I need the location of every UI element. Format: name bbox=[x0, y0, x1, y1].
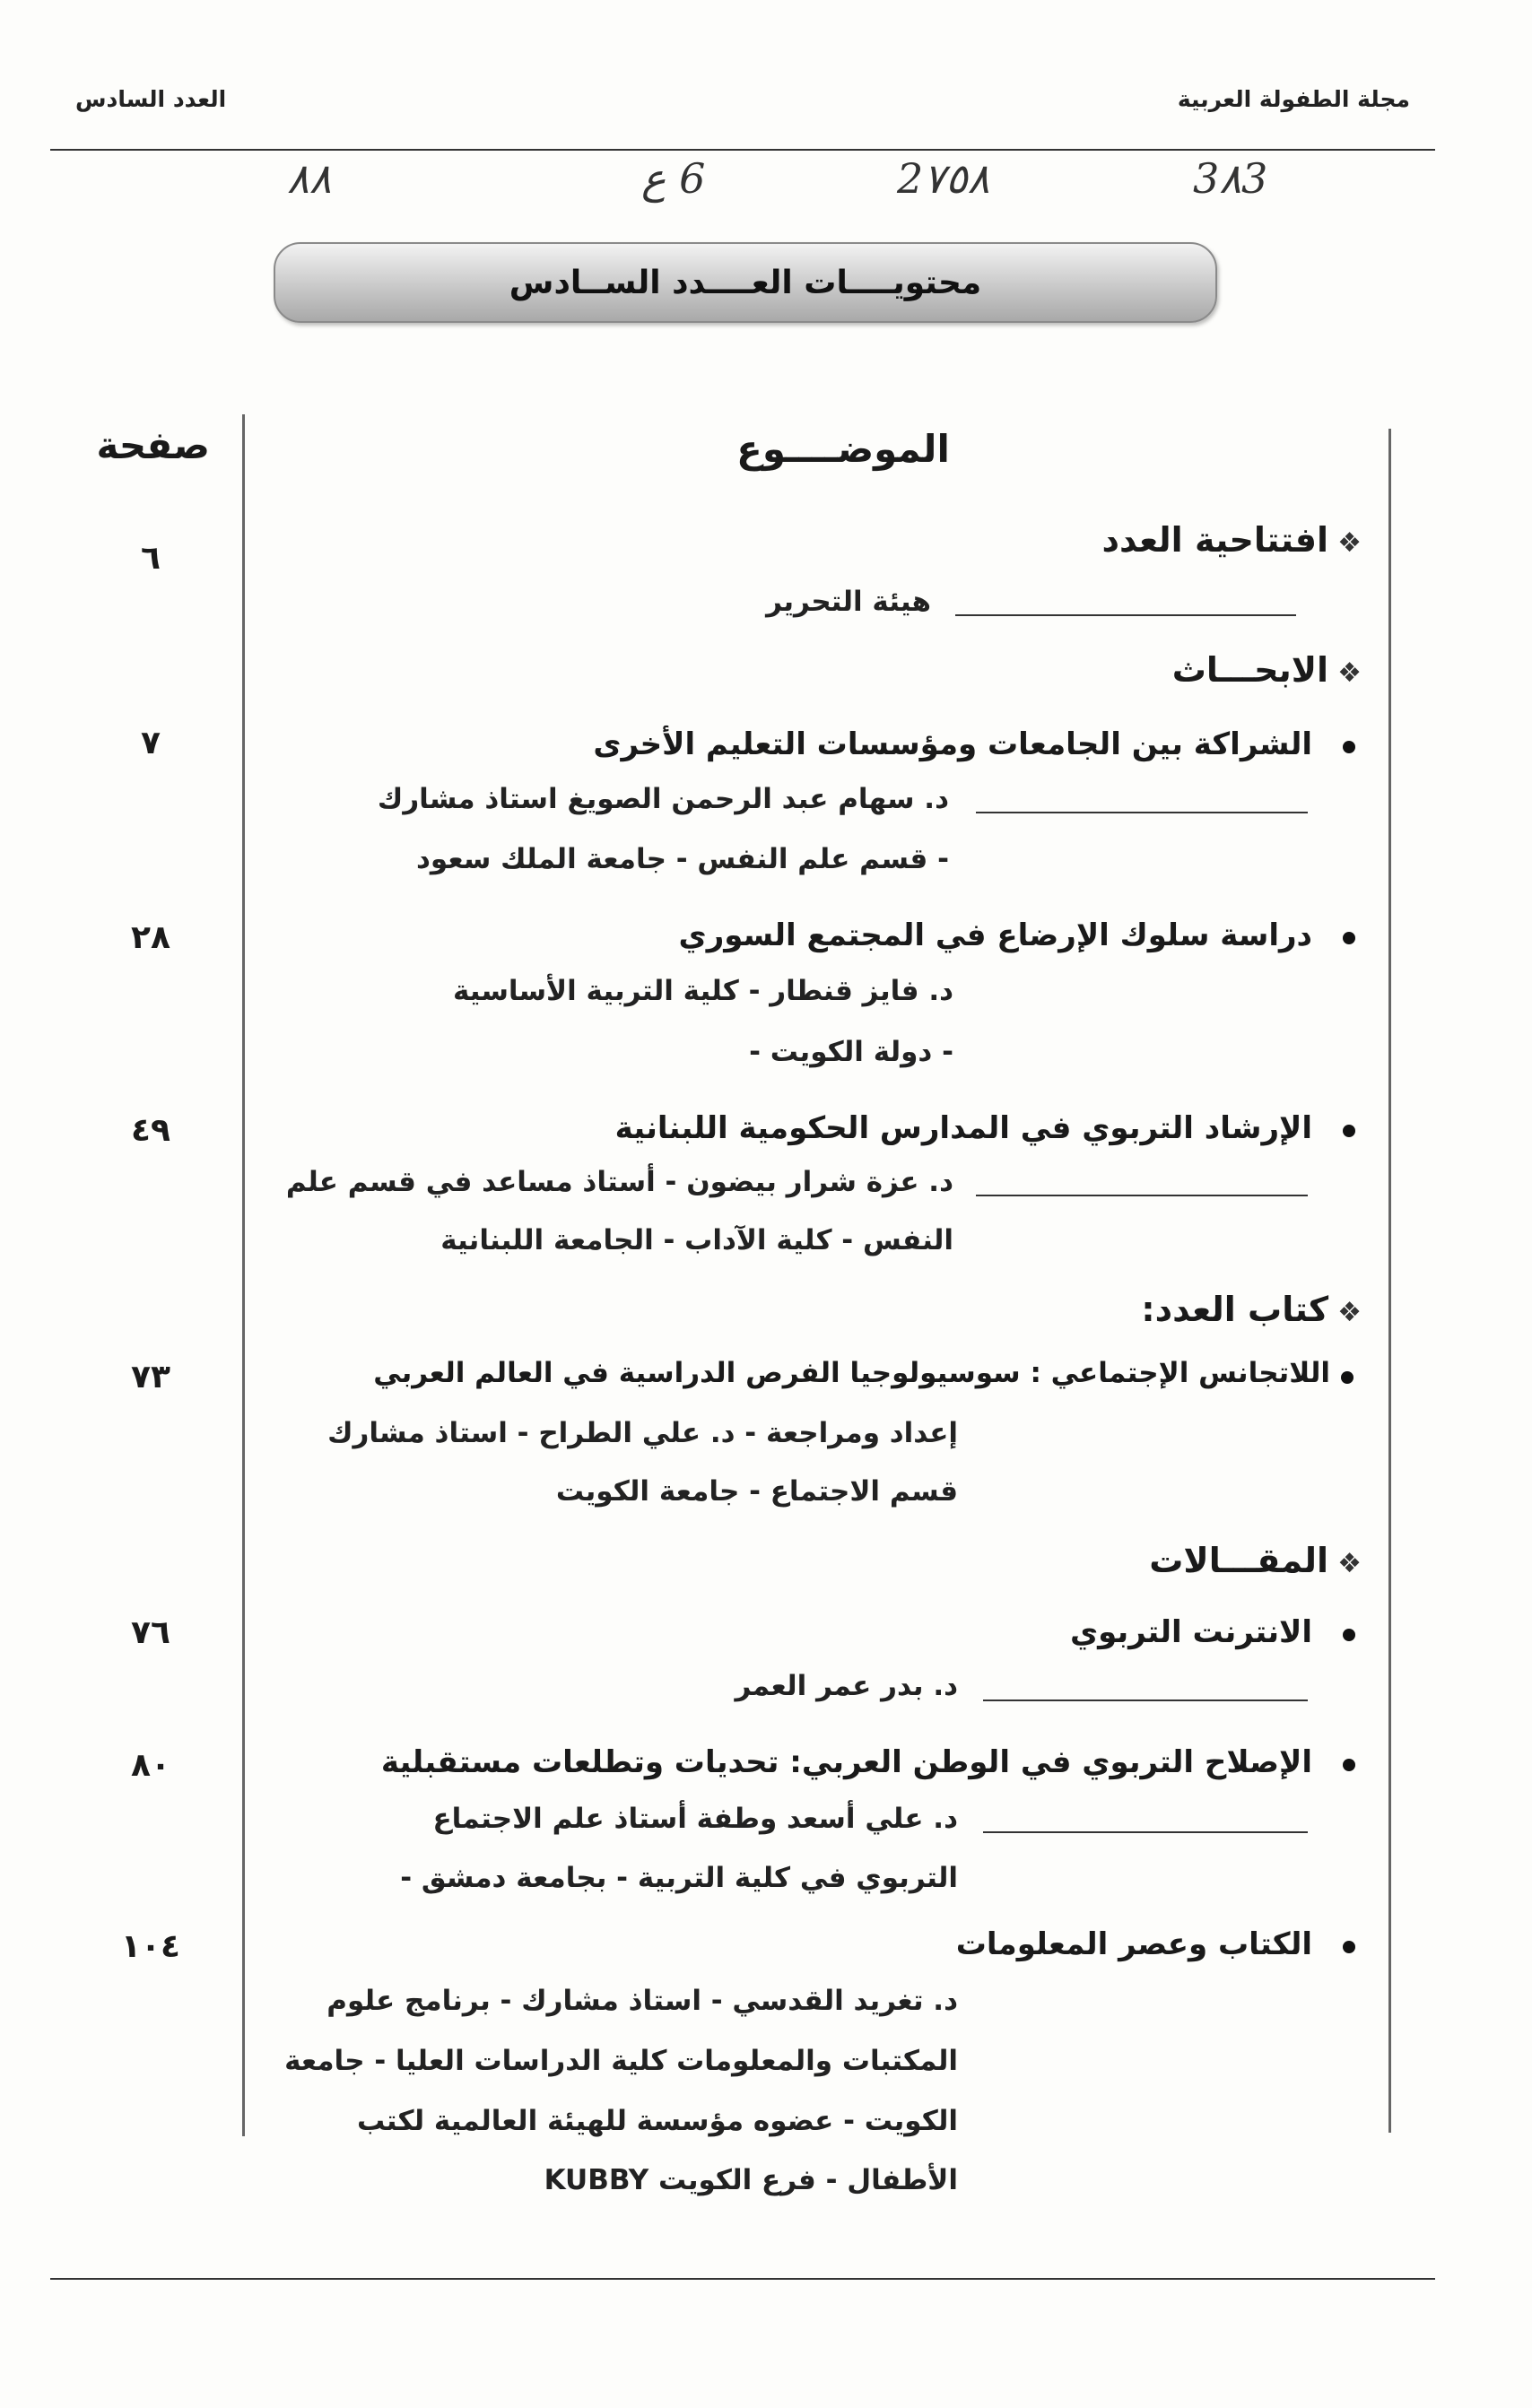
contents-banner: محتويــــات العــــدد الســادس bbox=[274, 242, 1217, 323]
author-line: د. فايز قنطار - كلية التربية الأساسية bbox=[452, 975, 953, 1007]
author-dash bbox=[983, 1831, 1308, 1833]
bullet-star-icon: ❖ bbox=[1337, 527, 1362, 559]
author-line: النفس - كلية الآداب - الجامعة اللبنانية bbox=[440, 1224, 953, 1256]
topic-column-header: الموضــــوع bbox=[736, 427, 950, 471]
author-dash bbox=[976, 812, 1308, 813]
bullet-star-icon: ❖ bbox=[1337, 1548, 1362, 1579]
handwritten-note-d: ٨٨ bbox=[287, 154, 332, 203]
entry-title: الشراكة بين الجامعات ومؤسسات التعليم الأخرى bbox=[593, 726, 1312, 762]
author-line: د. عزة شرار بيضون - أستاذ مساعد في قسم علم bbox=[285, 1166, 953, 1198]
entry-title: الإرشاد التربوي في المدارس الحكومية اللبنانية bbox=[615, 1110, 1312, 1146]
author-line: د. علي أسعد وطفة أستاذ علم الاجتماع bbox=[432, 1803, 958, 1835]
author-line: إعداد ومراجعة - د. علي الطراح - استاذ مشارك bbox=[327, 1417, 958, 1449]
author-line: الأطفال - فرع الكويت KUBBY bbox=[544, 2164, 958, 2196]
entry-title: اللاتجانس الإجتماعي : سوسيولوجيا الفرص الدراسية في العالم العربي bbox=[373, 1357, 1330, 1389]
handwritten-note-a: 3٨3 bbox=[1193, 154, 1268, 203]
bullet-star-icon: ❖ bbox=[1337, 1297, 1362, 1328]
bullet-dot-icon bbox=[1343, 1629, 1355, 1641]
page-number: ١٠٤ bbox=[121, 1928, 180, 1965]
bullet-dot-icon bbox=[1343, 1759, 1355, 1771]
entry-title: الكتاب وعصر المعلومات bbox=[956, 1926, 1312, 1962]
author-line: قسم الاجتماع - جامعة الكويت bbox=[555, 1475, 958, 1508]
author-line: - قسم علم النفس - جامعة الملك سعود bbox=[416, 843, 949, 875]
issue-name: العدد السادس bbox=[75, 86, 227, 112]
handwritten-note-b: 2٧٥٨ bbox=[897, 154, 990, 203]
page-number: ٨٠ bbox=[131, 1747, 170, 1784]
author-dash bbox=[955, 614, 1296, 616]
page-number: ٧ bbox=[141, 725, 161, 761]
author-line: المكتبات والمعلومات كلية الدراسات العليا - جامعة bbox=[284, 2045, 958, 2077]
author-dash bbox=[976, 1195, 1308, 1196]
section-title: ❖افتتاحية العدد bbox=[1101, 520, 1362, 560]
author-line: د. بدر عمر العمر bbox=[735, 1670, 958, 1702]
handwritten-note-c: 6 ع bbox=[641, 154, 706, 203]
author-line: د. سهام عبد الرحمن الصويغ استاذ مشارك bbox=[377, 783, 949, 815]
bullet-dot-icon bbox=[1343, 1125, 1355, 1137]
page-number: ٤٩ bbox=[131, 1112, 170, 1149]
entry-title: الإصلاح التربوي في الوطن العربي: تحديات وتطلعات مستقبلية bbox=[381, 1744, 1312, 1780]
page-column-header: صفحة bbox=[96, 423, 210, 467]
author-line: د. تغريد القدسي - استاذ مشارك - برنامج علوم bbox=[326, 1985, 958, 2017]
footer-rule bbox=[50, 2278, 1435, 2280]
bullet-star-icon: ❖ bbox=[1337, 657, 1362, 689]
page-number: ٧٦ bbox=[131, 1614, 170, 1651]
page-number: ٢٨ bbox=[131, 919, 170, 956]
page-number: ٧٣ bbox=[131, 1359, 170, 1395]
bullet-dot-icon bbox=[1341, 1371, 1354, 1384]
journal-name: مجلة الطفولة العربية bbox=[1177, 86, 1410, 112]
author-line: الكويت - عضوه مؤسسة للهيئة العالمية لكتب bbox=[356, 2105, 958, 2137]
page-number: ٦ bbox=[141, 540, 161, 577]
entry-title: دراسة سلوك الإرضاع في المجتمع السوري bbox=[679, 917, 1312, 953]
entry-title: الانترنت التربوي bbox=[1070, 1614, 1312, 1650]
right-border-rule bbox=[1388, 429, 1391, 2133]
header-rule bbox=[50, 149, 1435, 151]
author-line: - دولة الكويت - bbox=[749, 1036, 953, 1068]
bullet-dot-icon bbox=[1343, 1941, 1355, 1953]
section-title: ❖المقـــالات bbox=[1149, 1541, 1362, 1580]
section-title: ❖كتاب العدد: bbox=[1141, 1290, 1362, 1329]
author-line: التربوي في كلية التربية - بجامعة دمشق - bbox=[400, 1862, 958, 1894]
page-column-rule bbox=[242, 414, 245, 2136]
bullet-dot-icon bbox=[1343, 741, 1355, 753]
author-dash bbox=[983, 1700, 1308, 1701]
section-title: ❖الابحـــاث bbox=[1171, 650, 1362, 690]
bullet-dot-icon bbox=[1343, 932, 1355, 944]
author-line: هيئة التحرير bbox=[766, 586, 931, 618]
